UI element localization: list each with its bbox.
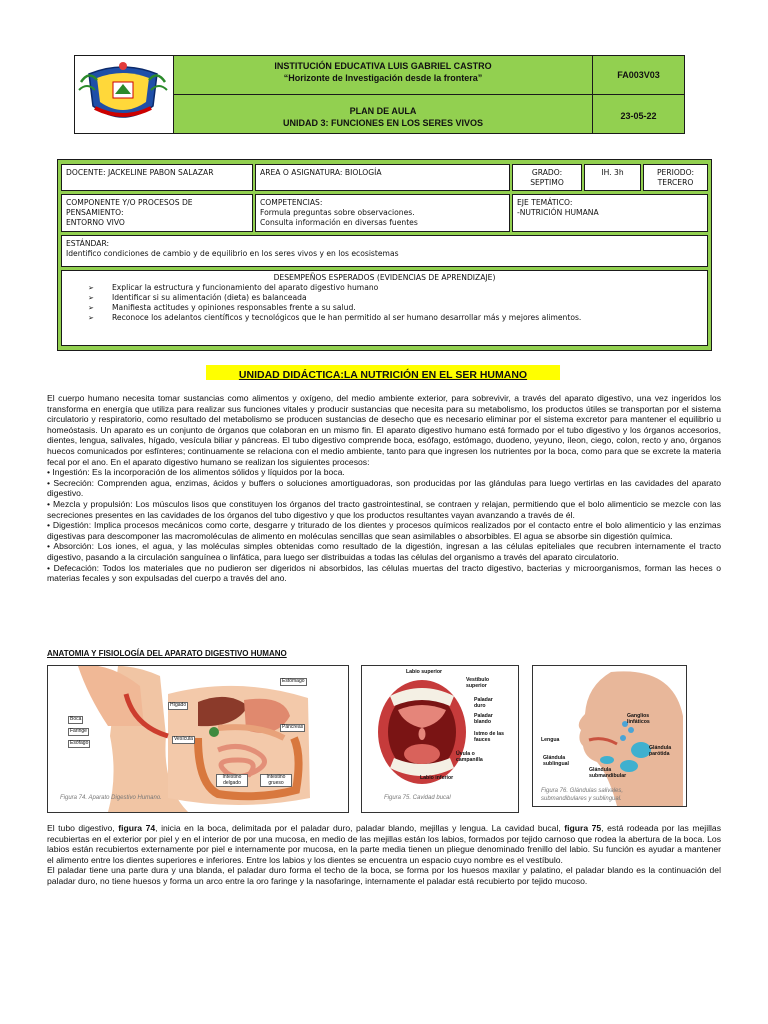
figure-74-caption: Figura 74. Aparato Digestivo Humano. (60, 795, 162, 801)
process-item: • Absorción: Los iones, el agua, y las moléculas simples obtenidas como resultado de la digestión, ingresan a las células epiteliales que recubren internamente el tracto digestivo, pasando a la circulación sanguínea o linfática, para luego ser distribuidas a todas las células del organismo a través del aparato circulatorio. (47, 541, 721, 562)
header-logo-cell (74, 55, 174, 134)
grado-label: GRADO: (531, 168, 563, 177)
institution-motto: “Horizonte de Investigación desde la frontera” (283, 73, 483, 83)
docente-cell (61, 164, 253, 191)
desempenos-list (86, 283, 683, 323)
salivary-glands-illustration (533, 666, 686, 806)
desempeno-item: ➢ Manifiesta actitudes y opiniones responsables frente a su salud. (86, 303, 683, 313)
figure-75-caption: Figura 75. Cavidad bucal (384, 795, 451, 801)
unit-heading: UNIDAD DIDÁCTICA:LA NUTRICIÓN EN EL SER HUMANO (238, 369, 528, 381)
school-crest-logo (75, 56, 171, 131)
unit-heading-box (206, 365, 560, 380)
componente-line-3: ENTORNO VIVO (66, 218, 125, 227)
label-paladar-duro: Paladar duro (474, 697, 493, 709)
componente-cell (61, 194, 253, 232)
label-uvula: Úvula o campanilla (456, 751, 483, 763)
eje-value: -NUTRICIÓN HUMANA (517, 208, 599, 217)
label-submandibular: Glándula submandibular (589, 767, 627, 779)
document-date: 23-05-22 (620, 111, 657, 121)
eje-tematico-cell (512, 194, 708, 232)
area-text: AREA O ASIGNATURA: BIOLOGÍA (260, 168, 382, 177)
label-labio-inferior: Labio inferior (420, 775, 454, 781)
closing-text: , inicia en la boca, delimitada por el paladar duro, paladar blando, mejillas y lengua. La cavidad bucal, (155, 823, 565, 833)
figure-75-oral-cavity (361, 665, 519, 813)
closing-paragraph-1 (47, 823, 721, 865)
componente-line-2: PENSAMIENTO: (66, 208, 124, 217)
figure-76-caption-line-2: submandibulares y sublingual. (541, 796, 622, 802)
document-code: FA003V03 (617, 70, 660, 80)
estandar-text: Identifico condiciones de cambio y de equilibrio en los seres vivos y en los ecosistemas (66, 249, 399, 258)
plan-cell (173, 94, 593, 134)
label-sublingual: Glándula sublingual (543, 755, 569, 767)
desempenos-title: DESEMPEÑOS ESPERADOS (EVIDENCIAS DE APRENDIZAJE) (273, 273, 496, 282)
figure-74-digestive-system (47, 665, 349, 813)
desempeno-item: ➢ Reconoce los adelantos científicos y tecnológicos que le han permitido al ser humano desarrollar más y mejores alimentos. (86, 313, 683, 323)
desempeno-item: ➢ Identificar si su alimentación (dieta) es balanceada (86, 293, 683, 303)
label-parotida: Glándula parótida (649, 745, 672, 757)
closing-section (47, 823, 721, 887)
closing-text: El tubo digestivo, (47, 823, 119, 833)
area-cell (255, 164, 510, 191)
figure-74-reference: figura 74 (118, 823, 156, 833)
label-higado: Hígado (170, 702, 187, 708)
periodo-label: PERIODO: (656, 168, 695, 177)
process-item: • Ingestión: Es la incorporación de los alimentos sólidos y líquidos por la boca. (47, 467, 345, 478)
label-paladar-blando: Paladar blando (474, 713, 493, 725)
docente-text: DOCENTE: JACKELINE PABON SALAZAR (66, 168, 214, 177)
ih-text: IH. 3h (601, 168, 624, 177)
figure-76-caption-line-1: Figura 76. Glándulas salivales, (541, 788, 624, 794)
closing-text: , está rodeada por las mejillas recubiertas en el exterior por piel y en el interior de por una mucosa, en medio de las mejillas están los labios, formados por tejido carnoso que rodea la abertura de la boca. Los labios están recubiertos externamente por piel e internamente por mucosa, en la parte media tienen un pliegue denominado frenillo del labio. Su función es ayudar a mantener el alimento entre los dientes superiores e inferiores. Entre los labios y los dientes se encuentra un espacio cuyo nombre es el vestíbulo. (47, 823, 722, 865)
competencias-cell (255, 194, 510, 232)
unit-title: UNIDAD 3: FUNCIONES EN LOS SERES VIVOS (282, 118, 484, 128)
anatomy-heading: ANATOMIA Y FISIOLOGÍA DEL APARATO DIGESTIVO HUMANO (47, 649, 287, 658)
process-item: • Secreción: Comprenden agua, enzimas, ácidos y buffers o soluciones amortiguadoras, son producidas por las glándulas para luego vertirlas en las cavidades del aparato digestivo. (47, 477, 721, 499)
label-istmo-fauces: Istmo de las fauces (474, 731, 504, 743)
competencias-title: COMPETENCIAS: (260, 198, 323, 207)
desempenos-cell (61, 270, 708, 346)
label-faringe: Faringe (70, 728, 87, 734)
figure-76-salivary-glands (532, 665, 687, 807)
grado-value: SEPTIMO (530, 178, 564, 187)
process-item: • Defecación: Todos los materiales que no pudieron ser digeridos ni absorbidos, las células muertas del tracto digestivo, bacterias y microorganismos, forman las heces o materias fecales y son expulsadas del cuerpo a través del ano. (47, 562, 721, 584)
periodo-cell (643, 164, 708, 191)
closing-paragraph-2: El paladar tiene una parte dura y una blanda, el paladar duro forma el techo de la boca, se forma por los huesos maxilar y palatino, el paladar blando es la continuación del paladar duro, no tiene huesos y forma un arco entre la oro faringe y la nasofaringe, internamente el paladar está recubierto por tejido mucoso. (47, 865, 721, 886)
label-pancreas: Páncreas (282, 724, 304, 730)
institution-name: INSTITUCIÓN EDUCATIVA LUIS GABRIEL CASTRO (274, 61, 492, 71)
componente-line-1: COMPONENTE Y/O PROCESOS DE (66, 198, 193, 207)
label-lengua: Lengua (541, 737, 560, 743)
eje-title: EJE TEMÁTICO: (517, 198, 573, 207)
label-estomago: Estómago (282, 678, 305, 684)
label-intestino-delgado: Intestino delgado (216, 774, 248, 787)
plan-title: PLAN DE AULA (349, 106, 417, 116)
ih-cell (584, 164, 641, 191)
estandar-cell (61, 235, 708, 267)
intro-section (47, 393, 721, 584)
label-esofago: Esófago (70, 740, 89, 746)
label-boca: Boca (70, 716, 82, 722)
estandar-title: ESTÁNDAR: (66, 239, 110, 248)
desempeno-item: ➢ Explicar la estructura y funcionamiento del aparato digestivo humano (86, 283, 683, 293)
label-labio-superior: Labio superior (406, 669, 443, 675)
competencias-line-2: Consulta información en diversas fuentes (260, 218, 418, 227)
code-cell (592, 55, 685, 95)
process-item: • Digestión: Implica procesos mecánicos como corte, desgarre y triturado de los dientes y procesos químicos realizados por el contacto entre el bolo alimenticio y las enzimas digestivas para descomponer las macromoléculas de alimento en moléculas sencillas que sean asimilables o absorbibles. El agua se absorbe sin digestión química. (47, 520, 721, 541)
intro-paragraph: El cuerpo humano necesita tomar sustancias como alimentos y oxígeno, del medio ambiente exterior, para sobrevivir, a través del aparato digestivo, una vez ingeridos los transforma en energía que utiliza para realizar sus funciones vitales y producir sustancias que necesita para su metabolismo, los productos útiles se transportan por el sistema circulatorio y respiratorio, como resultado del metabolismo se producen sustancias de desecho que es necesario eliminar por el sistema excretor para mantener el equilibrio u homeóstasis. Un aparato es un conjunto de órganos que colaboran en un mismo fin. El aparato digestivo humano está formado por el tubo digestivo y los órganos accesorios, dientes, lengua, salivales, hígado, vesícula biliar y páncreas. El tubo digestivo comprende boca, esófago, estómago, duodeno, yeyuno, íleon, ciego, colon, recto y ano, órganos huecos comunicados por esfínteres; continuamente se relaciona con el medio ambiente, tanto para que ingresen los nutrientes por la boca, como para que se excrete la materia fecal por el ano. En el aparato digestivo humano se realizan los siguientes procesos: (47, 393, 721, 467)
grado-cell (512, 164, 582, 191)
label-ganglios: Ganglios linfáticos (627, 713, 650, 725)
label-vestibulo-superior: Vestíbulo superior (466, 677, 490, 689)
institution-cell (173, 55, 593, 95)
digestive-system-illustration (48, 666, 348, 812)
figure-75-reference: figura 75 (564, 823, 602, 833)
date-cell (592, 94, 685, 134)
label-vesicula: Vesícula (174, 736, 193, 742)
competencias-line-1: Formula preguntas sobre observaciones. (260, 208, 415, 217)
process-item: • Mezcla y propulsión: Los músculos lisos que constituyen los órganos del tracto gastrointestinal, se contraen y relajan, permitiendo que el bolo alimenticio se mezcle con las secreciones presentes en las cavidades de los órganos del tubo digestivo y que los productos resultantes vayan avanzando a través de él. (47, 498, 721, 520)
periodo-value: TERCERO (657, 178, 694, 187)
label-intestino-grueso: Intestino grueso (260, 774, 292, 787)
